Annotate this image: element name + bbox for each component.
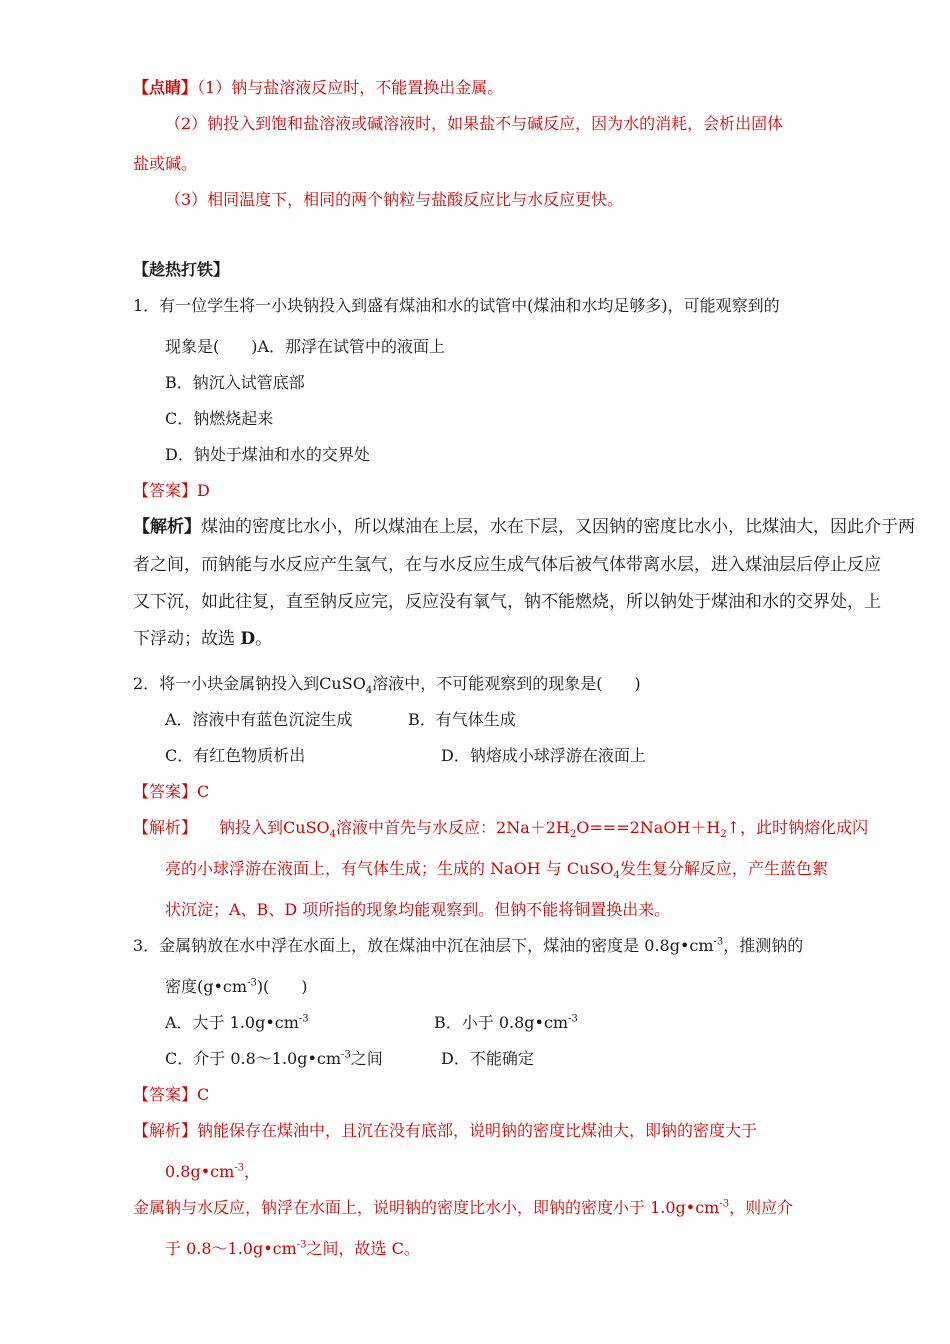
- q2-option-a: A．溶液中有蓝色沉淀生成: [165, 710, 353, 729]
- q2-option-c: C．有红色物质析出: [165, 746, 306, 765]
- q1-explanation-line-3: 又下沉，如此往复，直至钠反应完，反应没有氧气，钠不能燃烧，所以钠处于煤油和水的交界处，上: [133, 592, 881, 612]
- section-title: 【趁热打铁】: [133, 260, 230, 279]
- q2-option-b: B．有气体生成: [408, 710, 516, 729]
- q3-explanation-label: 【解析】: [133, 1121, 198, 1140]
- q2-option-d: D．钠熔成小球浮游在液面上: [441, 746, 646, 765]
- q1-explanation-label: 【解析】: [133, 517, 201, 537]
- q1-answer: [133, 481, 210, 501]
- q3-explanation-line-1: 【解析】钠能保存在煤油中，且沉在没有底部，说明钠的密度比煤油大，即钠的密度大于: [133, 1121, 758, 1140]
- q3-option-d: D．不能确定: [441, 1049, 534, 1068]
- q1-stem-line-2: 现象是( )A．那浮在试管中的液面上: [165, 337, 446, 356]
- q1-option-b: B．钠沉入试管底部: [165, 373, 305, 392]
- q2-explanation-line-2: 亮的小球浮游在液面上，有气体生成；生成的 NaOH 与 CuSO$_4$发生复分解反应，产生蓝色絮: [165, 859, 828, 882]
- tip-point-1: （1）钠与盐溶液反应时，不能置换出金属。: [197, 78, 504, 97]
- q3-explanation-line-2: $0.8g•cm^{-3}$，: [165, 1162, 261, 1181]
- q1-stem-line-1: 1．有一位学生将一小块钠投入到盛有煤油和水的试管中(煤油和水均足够多)，可能观察到的: [133, 296, 780, 315]
- q2-answer: [133, 782, 209, 802]
- q2-stem: 2．将一小块金属钠投入到CuSO$_4$溶液中，不可能观察到的现象是( ): [133, 674, 641, 697]
- q1-explanation-line-1: 【解析】煤油的密度比水小，所以煤油在上层，水在下层，又因钠的密度比水小，比煤油大，因此介于两: [133, 517, 915, 537]
- q1-explanation-line-4: 下浮动；故选 D。: [133, 629, 273, 649]
- q2-answer-label: 【答案】: [133, 782, 198, 801]
- q3-stem-line-1: 3．金属钠放在水中浮在水面上，放在煤油中沉在油层下，煤油的密度是 $0.8g•cm^{-3}$，推测钠的: [133, 936, 804, 955]
- q1-answer-label: 【答案】: [133, 481, 198, 500]
- q3-explanation-line-3: 金属钠与水反应，钠浮在水面上，说明钠的密度比水小，即钠的密度小于 $1.0g•cm^{-3}$，则应介: [133, 1198, 794, 1217]
- q1-option-d: D．钠处于煤油和水的交界处: [165, 445, 370, 464]
- tip-point-2-cont: 盐或碱。: [133, 154, 198, 173]
- q3-explanation-line-4: 于 $0.8\sim 1.0g•cm^{-3}$之间，故选 C。: [165, 1239, 420, 1258]
- q3-answer: [133, 1085, 209, 1105]
- tip-label: 【点睛】: [133, 78, 198, 97]
- q3-answer-label: 【答案】: [133, 1085, 198, 1104]
- q2-explanation-label: 【解析】: [133, 818, 198, 837]
- q3-option-b: B．小于 $0.8g•cm^{-3}$: [434, 1013, 578, 1032]
- q3-answer-value: C: [197, 1085, 210, 1104]
- tip-point-2: （2）钠投入到饱和盐溶液或碱溶液时，如果盐不与碱反应，因为水的消耗，会析出固体: [165, 114, 784, 133]
- tip-line-1: [133, 78, 503, 98]
- q1-option-c: C．钠燃烧起来: [165, 409, 274, 428]
- q3-stem-line-2: 密度$(g•cm^{-3})$( ): [165, 977, 308, 996]
- tip-point-3: （3）相同温度下，相同的两个钠粒与盐酸反应比与水反应更快。: [165, 190, 624, 209]
- q1-explanation-line-2: 者之间，而钠能与水反应产生氢气，在与水反应生成气体后被气体带离水层，进入煤油层后停止反应: [133, 555, 881, 575]
- q3-option-a: A．大于 $1.0g•cm^{-3}$: [165, 1013, 309, 1032]
- q3-option-c: C．介于 $0.8\sim 1.0g•cm^{-3}$之间: [165, 1049, 383, 1068]
- q1-answer-value: D: [197, 481, 210, 500]
- q2-answer-value: C: [197, 782, 210, 801]
- q2-explanation-line-1: 【解析】 钠投入到CuSO$_4$溶液中首先与水反应：$2Na+2H_2O===2NaOH+H_2↑$，此时钠熔化成闪: [133, 818, 869, 841]
- q2-explanation-line-3: 状沉淀；A、B、D 项所指的现象均能观察到。但钠不能将铜置换出来。: [165, 900, 671, 919]
